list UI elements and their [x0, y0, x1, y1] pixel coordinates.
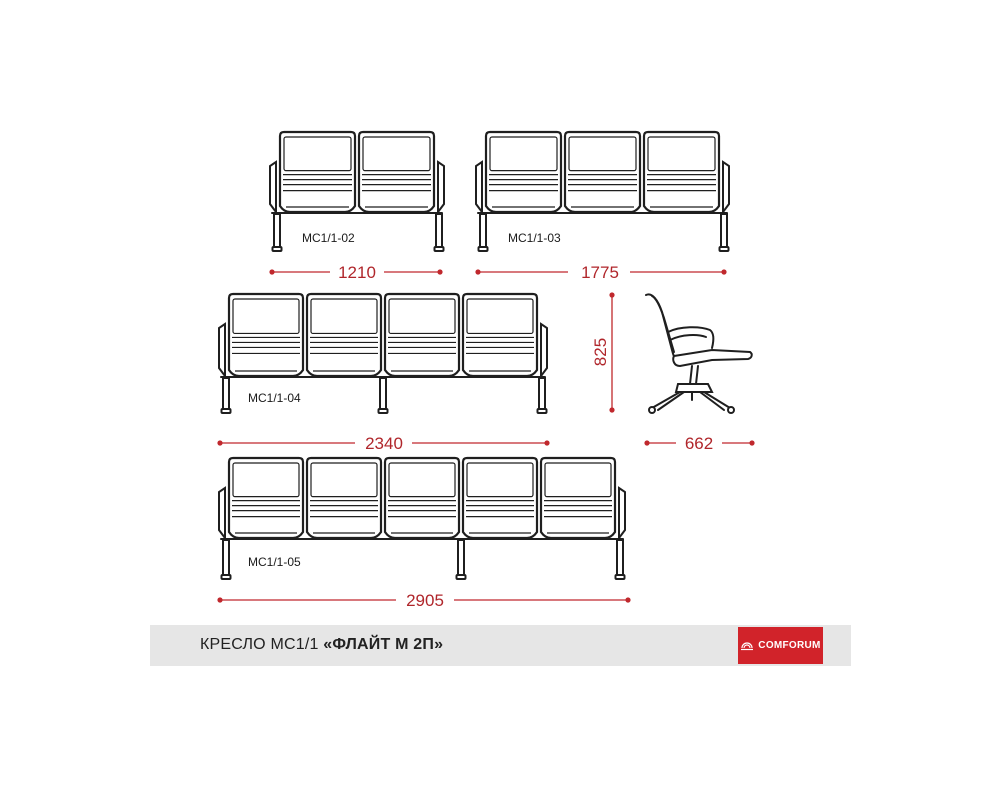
seat: [229, 294, 303, 376]
seat: [229, 458, 303, 538]
product-title: [200, 636, 443, 654]
dimension-width-04: [217, 434, 549, 453]
leg: [539, 378, 545, 412]
model-label-02: МС1/1-02: [302, 231, 355, 245]
leg: [480, 214, 486, 250]
armrest-left: [219, 488, 225, 538]
seat: [385, 458, 459, 538]
comforum-logo-icon: [740, 639, 754, 653]
leg: [721, 214, 727, 250]
product-title-prefix: КРЕСЛО МС1/1: [200, 636, 324, 653]
seat: [359, 132, 434, 212]
seat: [280, 132, 355, 212]
seat: [565, 132, 640, 212]
seat: [486, 132, 561, 212]
model-label-05: МС1/1-05: [248, 555, 301, 569]
leg: [274, 214, 280, 250]
seat: [463, 458, 537, 538]
leg: [617, 540, 623, 578]
seat: [307, 294, 381, 376]
leg: [223, 540, 229, 578]
armrest-right: [619, 488, 625, 538]
dimension-value-03: 1775: [581, 263, 619, 282]
seat: [307, 458, 381, 538]
armrest-right: [723, 162, 729, 212]
dimension-width-05: [217, 591, 630, 610]
armrest-right: [438, 162, 444, 212]
leg: [223, 378, 229, 412]
seat: [385, 294, 459, 376]
armrest-right: [541, 324, 547, 376]
footer-bar: [150, 625, 851, 666]
seat: [644, 132, 719, 212]
armrest-left: [476, 162, 482, 212]
seat: [463, 294, 537, 376]
dimension-width-02: [269, 263, 442, 282]
leg-middle: [380, 378, 386, 412]
dimension-value-04: 2340: [365, 434, 403, 453]
dimension-value-depth: 662: [684, 434, 714, 453]
leg-middle: [458, 540, 464, 578]
dimension-value-05: 2905: [406, 591, 444, 610]
dimension-value-02: 1210: [338, 263, 376, 282]
dimension-height-side: [591, 292, 615, 412]
leg: [436, 214, 442, 250]
seat: [541, 458, 615, 538]
dimension-value-height: 825: [591, 337, 610, 367]
brand-name: COMFORUM: [758, 640, 821, 651]
bench-mc1-1-02: [270, 132, 444, 251]
armrest-left: [270, 162, 276, 212]
armrest-left: [219, 324, 225, 376]
dimension-depth-side: [644, 434, 754, 453]
brand-logo: [738, 627, 823, 664]
side-view-chair: [646, 294, 752, 413]
product-title-name: «ФЛАЙТ М 2П»: [323, 636, 444, 653]
dimension-width-03: [475, 263, 726, 282]
model-label-04: МС1/1-04: [248, 391, 301, 405]
model-label-03: МС1/1-03: [508, 231, 561, 245]
